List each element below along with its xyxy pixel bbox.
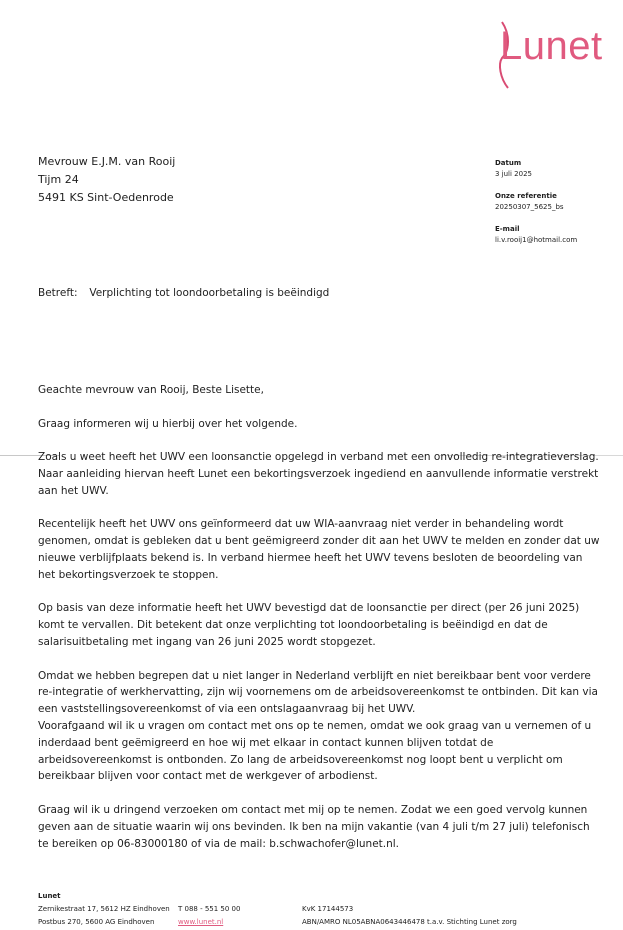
recipient-city: 5491 KS Sint-Oedenrode xyxy=(38,191,174,204)
lunet-logo xyxy=(496,20,620,90)
date-label: Datum xyxy=(495,159,522,167)
footer-phone: T 088 - 551 50 00 xyxy=(178,905,241,913)
footer-brand: Lunet xyxy=(38,892,61,900)
subject-label: Betreft: xyxy=(38,287,78,299)
footer-website-link[interactable]: www.lunet.nl xyxy=(178,918,224,926)
recipient-name: Mevrouw E.J.M. van Rooij xyxy=(38,155,176,168)
paragraph: Recentelijk heeft het UWV ons geïnformeerd dat uw WIA-aanvraag niet verder in behandeling wordt genomen, omdat is gebleken dat u bent geëmigreerd zonder dit aan het UWV te melden en zonder dat uw nieuwe verblijfplaats bekend is. In verband hiermee heeft het UWV tevens besloten de beoordeling van het bekortingsverzoek te stoppen. xyxy=(38,518,600,581)
letter-meta xyxy=(495,158,577,246)
paragraph: Zoals u weet heeft het UWV een loonsanctie opgelegd in verband met een onvolledig re-integratieverslag. Naar aanleiding hiervan heeft Lunet een bekortingsverzoek ingediend en aanvullende informatie verstrekt aan het UWV. xyxy=(38,451,599,497)
paragraph: Omdat we hebben begrepen dat u niet langer in Nederland verblijft en niet bereikbaar bent voor verdere re-integratie of werkhervatting, zijn wij voornemens om de arbeidsovereenkomst te ontbinden. Dit kan via een vaststellingsovereenkomst of via een ontslagaanvraag bij het UWV. xyxy=(38,669,598,716)
subject-text: Verplichting tot loondoorbetaling is beëindigd xyxy=(89,287,330,299)
recipient-street: Tijm 24 xyxy=(38,173,79,186)
subject-line xyxy=(38,287,329,299)
paragraph: Voorafgaand wil ik u vragen om contact met ons op te nemen, omdat we ook graag van u vernemen of u inderdaad bent geëmigreerd en hoe wij met elkaar in contact kunnen blijven totdat de arbeidsovereenkomst is ontbonden. Zo lang de arbeidsovereenkomst nog loopt bent u verplicht om bereikbaar blijven voor contact met de werkgever of arbodienst. xyxy=(38,719,592,783)
reference-label: Onze referentie xyxy=(495,192,557,200)
logo-text: Lunet xyxy=(500,24,603,68)
footer-address-line: Postbus 270, 5600 AG Eindhoven xyxy=(38,918,155,926)
footer-address xyxy=(38,903,170,929)
email-label: E-mail xyxy=(495,225,520,233)
footer-company xyxy=(302,903,517,929)
email-value: li.v.rooij1@hotmail.com xyxy=(495,236,578,244)
letter-body xyxy=(38,382,603,869)
footer-address-line: Zernikestraat 17, 5612 HZ Eindhoven xyxy=(38,905,170,913)
recipient-address xyxy=(38,153,175,207)
reference-value: 20250307_5625_bs xyxy=(495,203,564,211)
paragraph: Graag informeren wij u hierbij over het volgende. xyxy=(38,417,298,430)
paragraph: Op basis van deze informatie heeft het UWV bevestigd dat de loonsanctie per direct (per 26 juni 2025) komt te vervallen. Dit betekent dat onze verplichting tot loondoorbetaling is beëindigd en dat de salarisuitbetaling met ingang van 26 juni 2025 wordt stopgezet. xyxy=(38,602,580,648)
footer-bank: ABN/AMRO NL05ABNA0643446478 t.a.v. Stichting Lunet zorg xyxy=(302,918,517,926)
footer-kvk: KvK 17144573 xyxy=(302,905,354,913)
salutation: Geachte mevrouw van Rooij, Beste Lisette, xyxy=(38,384,264,396)
letter-footer xyxy=(38,890,598,926)
paragraph: Graag wil ik u dringend verzoeken om contact met mij op te nemen. Zodat we een goed vervolg kunnen geven aan de situatie waarin wij ons bevinden. Ik ben na mijn vakantie (van 4 juli t/m 27 juli) telefonisch te bereiken op 06-83000180 of via de mail: b.schwachofer@lunet.nl. xyxy=(38,803,590,850)
footer-contact xyxy=(178,903,240,929)
date-value: 3 juli 2025 xyxy=(495,170,532,178)
